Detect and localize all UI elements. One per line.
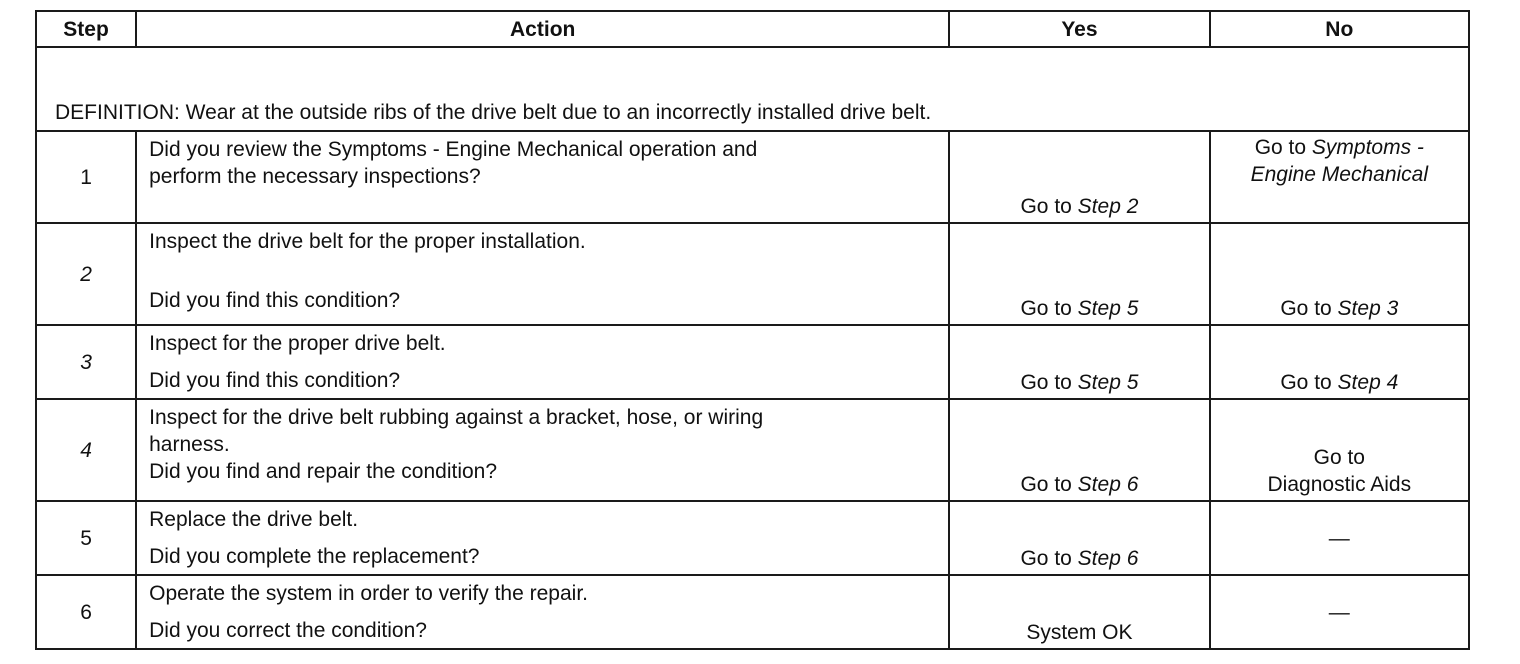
yes-cell [949,223,1209,325]
no-cell [1210,223,1469,325]
table-row [36,399,1469,501]
yes-cell: System OK [949,575,1209,649]
action-cell [136,575,949,649]
header-yes: Yes [949,11,1209,47]
no-ref-line2: Engine Mechanical [1250,163,1429,186]
no-cell [1210,131,1469,223]
action-cell [136,131,949,223]
table-row [36,501,1469,575]
step-number: 1 [36,131,136,223]
yes-prefix: Go to [1020,371,1078,394]
action-line: Did you find and repair the condition? [149,460,498,483]
no-prefix: Go to [1280,297,1338,320]
no-line2: Diagnostic Aids [1267,473,1412,496]
no-step-ref: Step 3 [1337,297,1399,320]
header-row [36,11,1469,47]
yes-cell [949,399,1209,501]
yes-cell [949,131,1209,223]
action-line: harness. [149,433,230,456]
no-cell [1210,501,1469,575]
action-line: Did you review the Symptoms - Engine Mechanical operation and [149,138,758,161]
step-number: 6 [36,575,136,649]
table-row [36,575,1469,649]
no-cell [1210,575,1469,649]
action-line: Did you correct the condition? [149,619,427,642]
step-number: 2 [36,223,136,325]
yes-step-ref: Step 5 [1077,371,1139,394]
yes-step-ref: Step 6 [1077,547,1139,570]
yes-prefix: Go to [1020,297,1078,320]
no-cell [1210,399,1469,501]
step-number: 3 [36,325,136,399]
yes-step-ref: Step 5 [1077,297,1139,320]
yes-prefix: Go to [1020,195,1078,218]
action-line: Inspect for the proper drive belt. [149,332,446,355]
action-cell [136,501,949,575]
action-line: Did you find this condition? [149,289,401,312]
yes-prefix: Go to [1020,547,1078,570]
no-prefix: Go to [1254,136,1312,159]
action-cell [136,399,949,501]
no-line1: Go to [1313,446,1365,469]
yes-cell [949,501,1209,575]
no-cell [1210,325,1469,399]
action-line: Replace the drive belt. [149,508,359,531]
step-number: 5 [36,501,136,575]
definition-row [36,47,1469,131]
header-step: Step [36,11,136,47]
action-cell [136,223,949,325]
action-line: Operate the system in order to verify the repair. [149,582,588,605]
no-step-ref: Step 4 [1337,371,1399,394]
header-no: No [1210,11,1469,47]
yes-step-ref: Step 6 [1077,473,1139,496]
yes-prefix: Go to [1020,473,1078,496]
action-line: perform the necessary inspections? [149,165,481,188]
no-ref-line1: Symptoms - [1311,136,1424,159]
action-cell [136,325,949,399]
yes-cell [949,325,1209,399]
action-line: Inspect the drive belt for the proper installation. [149,230,586,253]
diagnostic-table [35,10,1470,650]
step-number: 4 [36,399,136,501]
table-row [36,223,1469,325]
definition-text: DEFINITION: Wear at the outside ribs of the drive belt due to an incorrectly installed drive belt. [36,47,1469,131]
action-line: Inspect for the drive belt rubbing against a bracket, hose, or wiring [149,406,764,429]
table-row [36,325,1469,399]
no-dash: — [1328,526,1350,550]
no-prefix: Go to [1280,371,1338,394]
no-dash: — [1328,600,1350,624]
action-line: Did you find this condition? [149,369,401,392]
yes-step-ref: Step 2 [1077,195,1139,218]
table-row [36,131,1469,223]
header-action: Action [136,11,949,47]
action-line: Did you complete the replacement? [149,545,480,568]
